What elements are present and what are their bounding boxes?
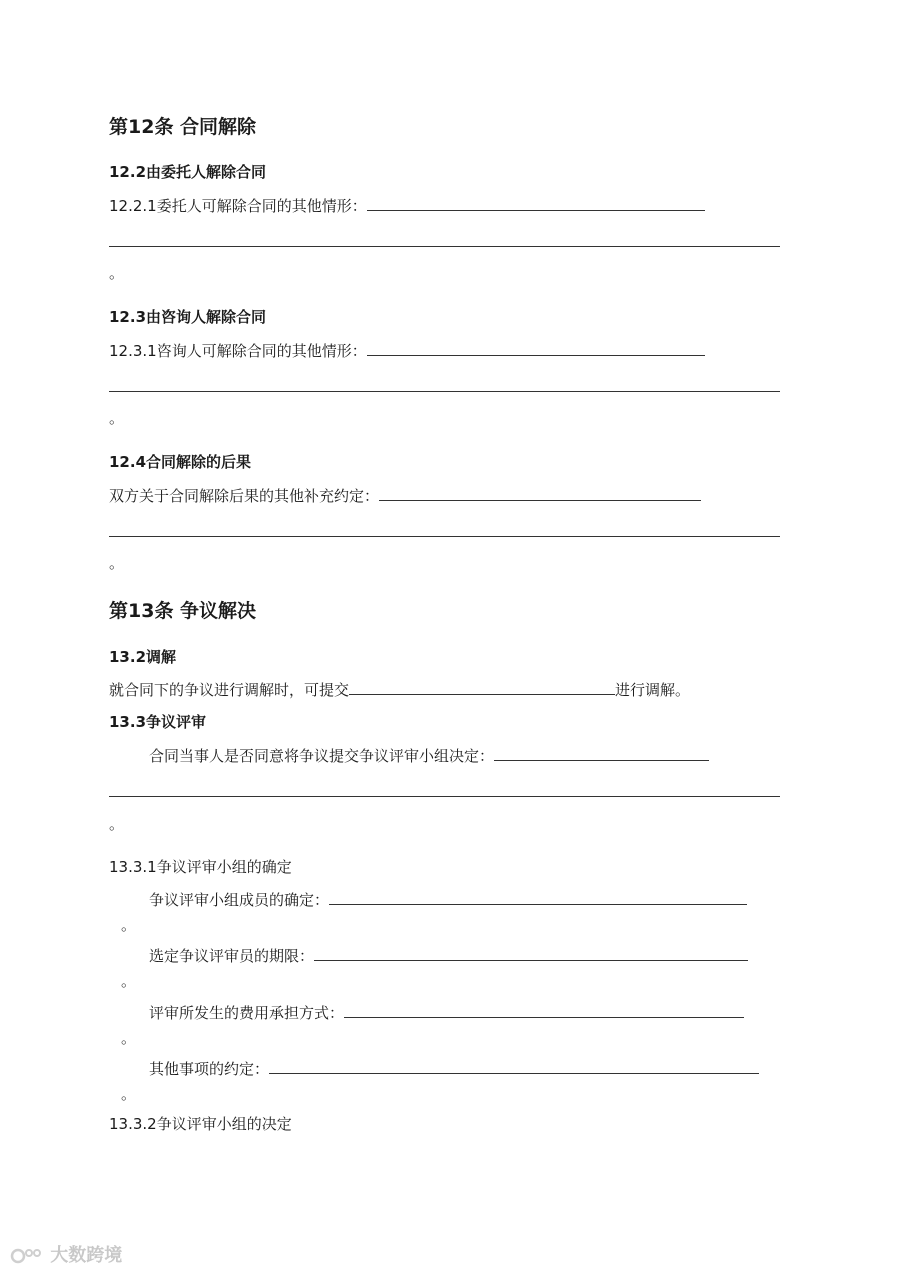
fill-blank[interactable] [329,889,747,905]
item-deadline-line [149,945,748,966]
item-members-label: 争议评审小组成员的确定： [149,891,330,909]
section-12-2-1-label: 12.2.1委托人可解除合同的其他情形： [109,197,367,215]
section-12-3-1-label: 12.3.1咨询人可解除合同的其他情形： [109,342,367,360]
watermark-logo-icon [10,1247,44,1265]
fill-line[interactable] [109,391,780,392]
section-13-3-title: 13.3争议评审 [109,713,207,731]
fill-blank[interactable] [344,1002,744,1018]
fill-blank[interactable] [494,745,709,761]
end-mark: 。 [121,972,137,990]
section-12-4-line [109,485,701,506]
section-13-2-title: 13.2调解 [109,648,177,666]
end-mark: 。 [109,264,125,282]
item-other-label: 其他事项的约定： [149,1060,270,1078]
item-other-line [149,1058,759,1079]
fill-line[interactable] [109,246,780,247]
section-13-3-2-title: 13.3.2争议评审小组的决定 [109,1115,292,1133]
section-13-2-line [109,679,690,700]
watermark [10,1241,122,1267]
section-12-2-1-line [109,195,705,216]
end-mark: 。 [109,554,125,572]
article-13-title: 第13条 争议解决 [109,600,257,622]
fill-blank[interactable] [379,485,701,501]
fill-line[interactable] [109,796,780,797]
fill-blank[interactable] [367,340,705,356]
section-12-3-title: 12.3由咨询人解除合同 [109,308,267,326]
article-12-title: 第12条 合同解除 [109,116,257,138]
end-mark: 。 [121,1029,137,1047]
fill-blank[interactable] [269,1058,759,1074]
watermark-text: 大数跨境 [50,1245,123,1266]
section-12-2-title: 12.2由委托人解除合同 [109,163,267,181]
fill-blank[interactable] [367,195,705,211]
section-13-3-line [149,745,709,766]
item-fees-label: 评审所发生的费用承担方式： [149,1004,345,1022]
fill-blank[interactable] [314,945,748,961]
section-13-3-1-title: 13.3.1争议评审小组的确定 [109,858,292,876]
fill-blank[interactable] [349,679,615,695]
end-mark: 。 [109,409,125,427]
end-mark: 。 [109,815,125,833]
section-13-3-label: 合同当事人是否同意将争议提交争议评审小组决定： [149,747,495,765]
section-12-4-label: 双方关于合同解除后果的其他补充约定： [109,487,380,505]
item-members-line [149,889,747,910]
section-13-2-text-before: 就合同下的争议进行调解时，可提交 [109,681,350,699]
section-13-2-text-after: 进行调解。 [615,681,691,699]
item-deadline-label: 选定争议评审员的期限： [149,947,315,965]
section-12-3-1-line [109,340,705,361]
section-12-4-title: 12.4合同解除的后果 [109,453,252,471]
end-mark: 。 [121,916,137,934]
item-fees-line [149,1002,744,1023]
end-mark: 。 [121,1085,137,1103]
fill-line[interactable] [109,536,780,537]
